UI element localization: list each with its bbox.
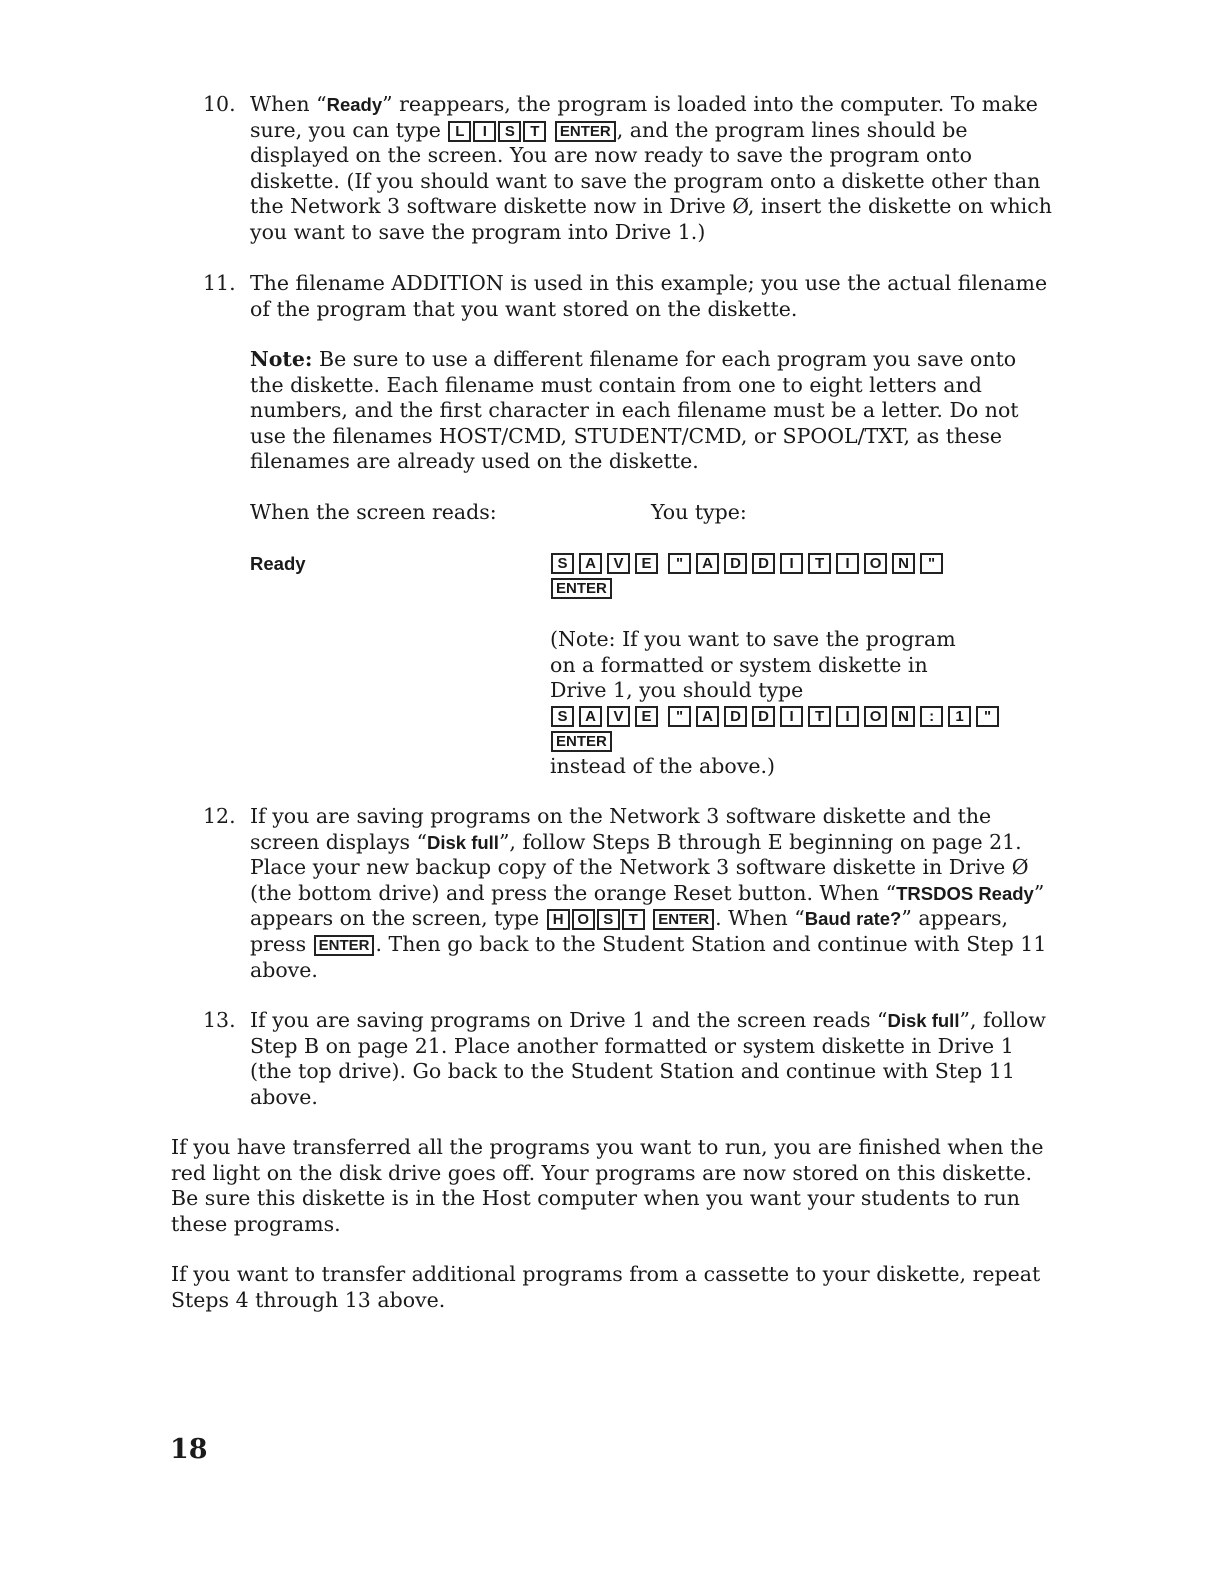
key-i: I — [473, 121, 496, 142]
key: A — [579, 706, 602, 727]
text-run: . Then go back to the Student Station and continue with Step 11 above. — [250, 931, 1047, 982]
key: A — [579, 553, 602, 574]
note-text: Be sure to use a different filename for each program you save onto the diskette. Each filename must contain from one to eight letters and numbers, and the first character in each filename must be a letter. Do not use the filenames HOST/CMD, STUDENT/CMD, or SPOOL/TXT, as these filenames are already used on the diskette. — [250, 347, 1019, 474]
key: N — [892, 553, 915, 574]
key: O — [864, 706, 887, 727]
step-text — [250, 1008, 1060, 1110]
closing-paragraph-2: If you want to transfer additional programs from a cassette to your diskette, repeat Steps 4 through 13 above. — [171, 1262, 1041, 1312]
col-header-type: You type: — [651, 500, 747, 524]
screen-message: Ready — [326, 94, 383, 115]
key: I — [780, 553, 803, 574]
key-s: S — [597, 909, 620, 930]
text-run: ”, follow Steps B through E beginning on page 21. Place your new backup copy of the Network 3 software diskette in Drive Ø (the bottom drive) and press the orange Reset button. When “ — [250, 829, 1029, 905]
screen-value-ready: Ready — [250, 553, 306, 574]
screen-message: Disk full — [887, 1010, 960, 1031]
table-note-end: instead of the above.) — [550, 754, 775, 778]
text-run: ”, follow Step B on page 21. Place another formatted or system diskette in Drive 1 (the top drive). Go back to the Student Station and continue with Step 11 above. — [250, 1008, 1046, 1109]
step-text — [250, 92, 1060, 246]
text-run: If you are saving programs on the Network 3 software diskette and the screen displays “ — [250, 804, 992, 854]
key: T — [808, 706, 831, 727]
key: I — [836, 706, 859, 727]
key: I — [780, 706, 803, 727]
key: " — [976, 706, 999, 727]
keys-save-addition — [550, 553, 947, 574]
key-l: L — [448, 121, 471, 142]
key: V — [607, 706, 630, 727]
text-run: If you are saving programs on Drive 1 and the screen reads “ — [250, 1008, 888, 1032]
step-number: 11. — [203, 271, 236, 295]
text-run: ” appears on the screen, type — [250, 880, 1045, 931]
key: O — [864, 553, 887, 574]
key: S — [551, 706, 574, 727]
step-number: 10. — [203, 92, 236, 116]
note-paragraph — [250, 347, 1050, 475]
note-label: Note: — [250, 347, 313, 371]
key-h: H — [547, 909, 570, 930]
step-text: The filename ADDITION is used in this example; you use the actual filename of the program that you want stored on the diskette. — [250, 271, 1048, 321]
text-run: ” appears, press — [250, 906, 1009, 956]
key: I — [836, 553, 859, 574]
key: " — [668, 553, 691, 574]
screen-message: Disk full — [426, 831, 499, 853]
key-enter: ENTER — [551, 578, 612, 599]
key: N — [892, 706, 915, 727]
key-t: T — [523, 121, 546, 142]
text-run: ” reappears, the program is loaded into the computer. To make sure, you can type — [250, 92, 1038, 142]
text-run: . When “ — [715, 906, 805, 931]
text-run: , and the program lines should be displayed on the screen. You are now ready to save the program onto diskette. (If you should want to save the program onto a diskette other than the Network 3 software diskette now in Drive Ø, insert the diskette on which you want to save the program into Drive 1.) — [250, 117, 1052, 244]
key: : — [920, 706, 943, 727]
key: " — [668, 706, 691, 727]
key: A — [696, 706, 719, 727]
key: D — [752, 553, 775, 574]
closing-paragraph-1: If you have transferred all the programs you want to run, you are finished when the red light on the disk drive goes off. Your programs are now stored on this diskette. Be sure this diskette is in the Host computer when you want your students to run these programs. — [171, 1135, 1044, 1236]
key-s: S — [498, 121, 521, 142]
table-note: (Note: If you want to save the program on a formatted or system diskette in Drive 1, you should type — [550, 627, 956, 703]
step-number: 13. — [203, 1008, 236, 1032]
keys-save-addition-drive1 — [550, 706, 1003, 727]
text-run: When “ — [250, 92, 327, 116]
key: A — [696, 553, 719, 574]
page-number: 18 — [170, 1434, 208, 1465]
screen-message: Baud rate? — [804, 908, 902, 930]
key: E — [635, 706, 658, 727]
key: D — [724, 553, 747, 574]
key-enter: ENTER — [551, 731, 612, 752]
keys-enter — [550, 731, 616, 752]
step-text — [250, 804, 1060, 983]
key-enter: ENTER — [314, 935, 375, 956]
key-enter: ENTER — [653, 909, 714, 930]
key: S — [551, 553, 574, 574]
key: D — [752, 706, 775, 727]
screen-message: TRSDOS Ready — [896, 882, 1034, 904]
key: V — [607, 553, 630, 574]
key-o: O — [572, 909, 595, 930]
key-t: T — [622, 909, 645, 930]
step-number: 12. — [203, 804, 236, 828]
key-enter: ENTER — [555, 121, 616, 142]
key: D — [724, 706, 747, 727]
key: E — [635, 553, 658, 574]
key: T — [808, 553, 831, 574]
col-header-screen: When the screen reads: — [250, 500, 497, 524]
keys-enter — [550, 578, 616, 599]
key: " — [920, 553, 943, 574]
key: 1 — [948, 706, 971, 727]
